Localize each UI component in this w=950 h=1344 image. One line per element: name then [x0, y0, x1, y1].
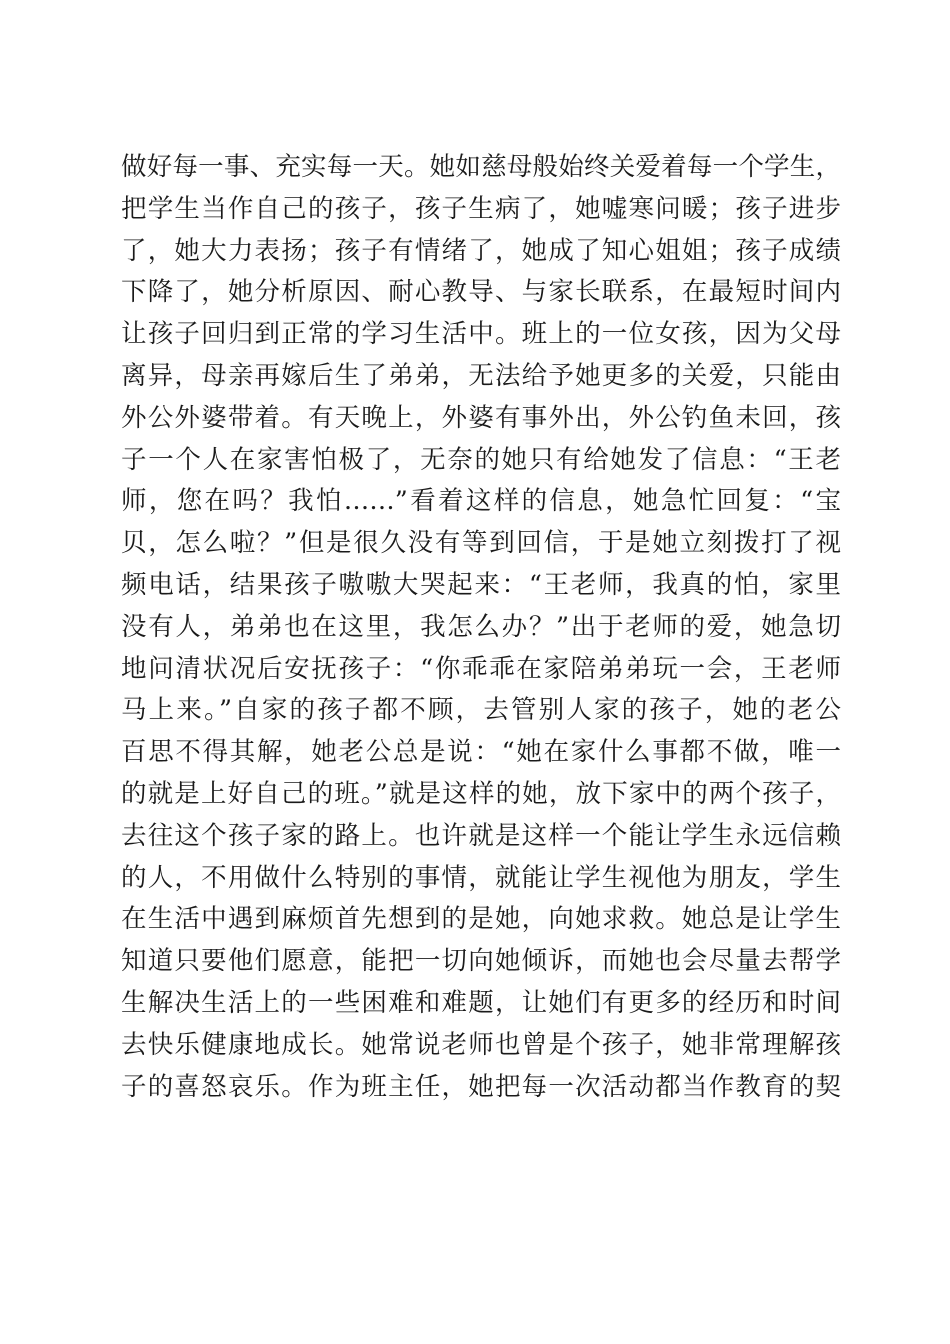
text-line: 离异，母亲再嫁后生了弟弟，无法给予她更多的关爱，只能由	[121, 360, 841, 391]
text-line: 频电话，结果孩子嗷嗷大哭起来：“王老师，我真的怕，家里	[121, 569, 841, 600]
text-line: 让孩子回归到正常的学习生活中。班上的一位女孩，因为父母	[121, 319, 841, 350]
text-line: 子的喜怒哀乐。作为班主任，她把每一次活动都当作教育的契	[121, 1071, 841, 1102]
text-line: 贝，怎么啦？”但是很久没有等到回信，于是她立刻拨打了视	[121, 528, 841, 559]
text-line: 下降了，她分析原因、耐心教导、与家长联系，在最短时间内	[121, 277, 841, 308]
text-line: 的就是上好自己的班。”就是这样的她，放下家中的两个孩子，	[121, 778, 841, 809]
text-line: 在生活中遇到麻烦首先想到的是她，向她求救。她总是让学生	[121, 904, 841, 935]
text-line: 的人，不用做什么特别的事情，就能让学生视他为朋友，学生	[121, 862, 841, 893]
text-line: 马上来。”自家的孩子都不顾，去管别人家的孩子，她的老公	[121, 695, 841, 726]
text-line: 做好每一事、充实每一天。她如慈母般始终关爱着每一个学生，	[121, 152, 841, 182]
text-line: 了，她大力表扬；孩子有情绪了，她成了知心姐姐；孩子成绩	[121, 235, 841, 266]
text-line: 师，您在吗？我怕……”看着这样的信息，她急忙回复：“宝	[121, 486, 841, 517]
text-line: 地问清状况后安抚孩子：“你乖乖在家陪弟弟玩一会，王老师	[121, 653, 841, 684]
text-line: 知道只要他们愿意，能把一切向她倾诉，而她也会尽量去帮学	[121, 946, 841, 977]
text-line: 去往这个孩子家的路上。也许就是这样一个能让学生永远信赖	[121, 820, 841, 851]
text-line: 百思不得其解，她老公总是说：“她在家什么事都不做，唯一	[121, 737, 841, 768]
text-line: 去快乐健康地成长。她常说老师也曾是个孩子，她非常理解孩	[121, 1029, 841, 1060]
text-line: 子一个人在家害怕极了，无奈的她只有给她发了信息：“王老	[121, 444, 841, 475]
body-paragraph	[121, 147, 841, 1108]
text-line: 把学生当作自己的孩子，孩子生病了，她嘘寒问暖；孩子进步	[121, 193, 841, 224]
text-line: 没有人，弟弟也在这里，我怎么办？”出于老师的爱，她急切	[121, 611, 841, 642]
text-line: 生解决生活上的一些困难和难题，让她们有更多的经历和时间	[121, 987, 841, 1018]
text-line: 外公外婆带着。有天晚上，外婆有事外出，外公钓鱼未回，孩	[121, 402, 841, 433]
